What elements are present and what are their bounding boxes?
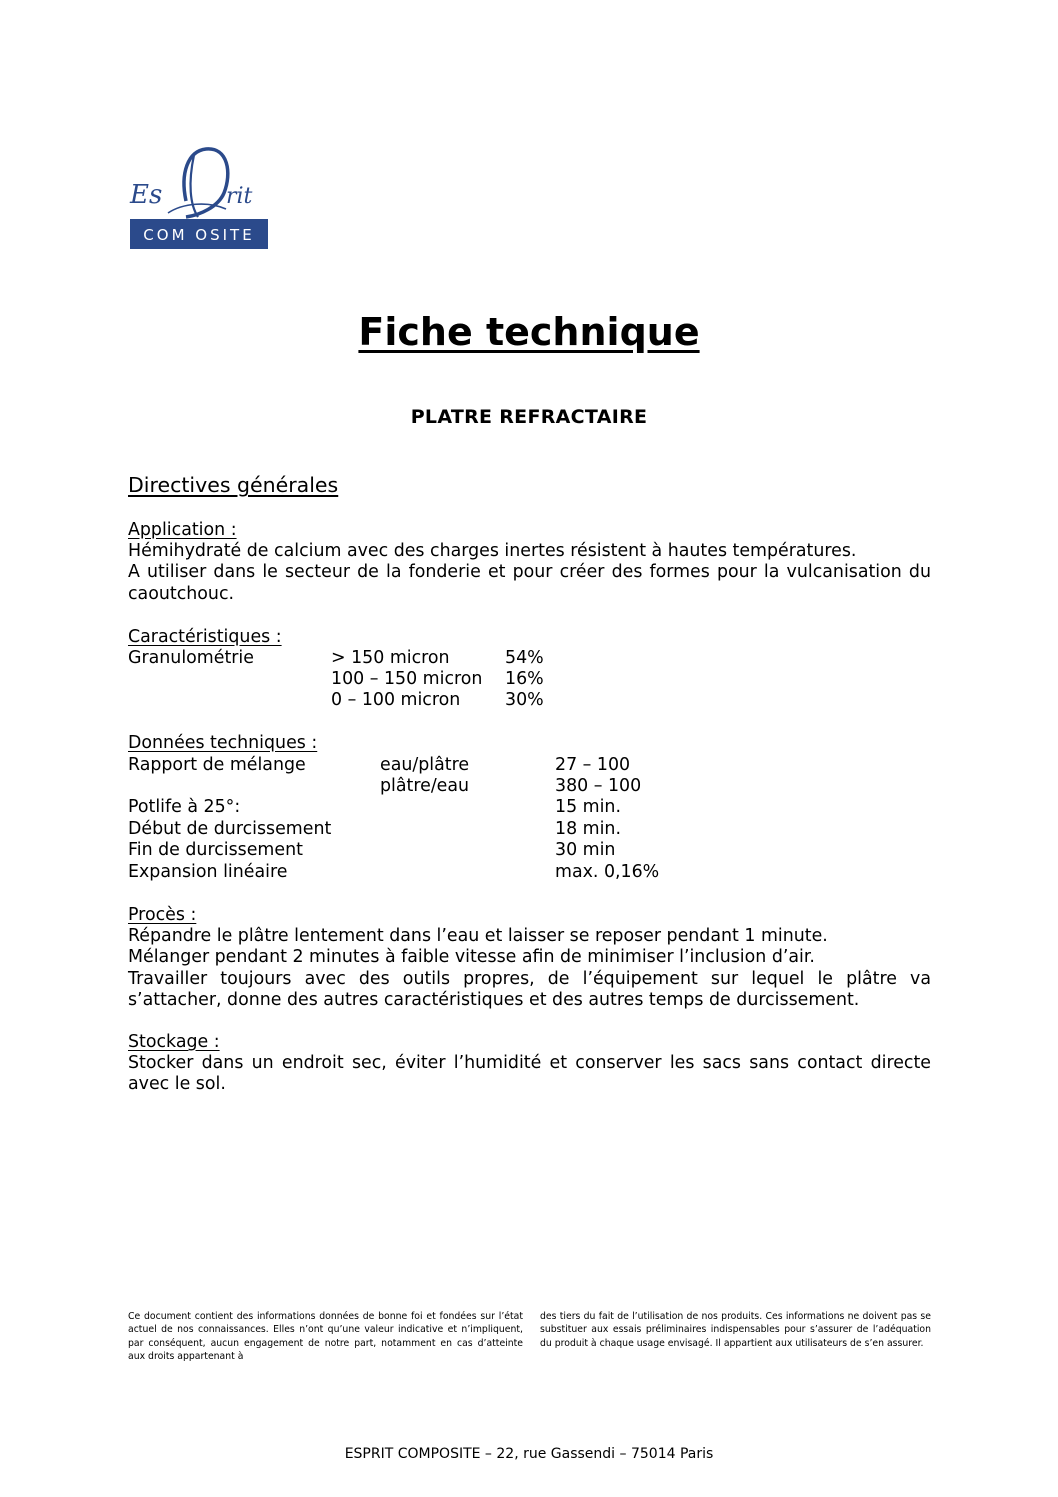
donnees-value: 380 – 100 xyxy=(555,776,642,796)
proces-line-2: Mélanger pendant 2 minutes à faible vitesse afin de minimiser l’inclusion d’air. xyxy=(128,947,815,968)
stockage-heading: Stockage : xyxy=(128,1032,220,1052)
granulometrie-range: 100 – 150 micron xyxy=(331,669,483,689)
application-text xyxy=(128,541,931,605)
donnees-value: 15 min. xyxy=(555,797,621,817)
donnees-value: 18 min. xyxy=(555,819,621,839)
granulometrie-range: > 150 micron xyxy=(331,648,450,668)
donnees-value: 30 min xyxy=(555,840,616,860)
granulometrie-label: Granulométrie xyxy=(128,648,254,668)
granulometrie-range: 0 – 100 micron xyxy=(331,690,461,710)
disclaimer-left: Ce document contient des informations données de bonne foi et fondées sur l’état actuel de nos connaissances. Elles n’ont qu’une valeur indicative et n’impliquent, par conséquent, aucun engagement de notre part, notamment en cas d’atteinte aux droits appartenant à xyxy=(128,1311,523,1362)
donnees-sub: plâtre/eau xyxy=(380,776,470,796)
proces-text xyxy=(128,926,931,1011)
application-line-1: Hémihydraté de calcium avec des charges inertes résistent à hautes températures. xyxy=(128,541,857,561)
donnees-value: 27 – 100 xyxy=(555,755,631,775)
page-title: Fiche technique xyxy=(358,310,700,354)
granulometrie-percent: 30% xyxy=(505,690,544,710)
svg-text:COM OSITE: COM OSITE xyxy=(143,226,255,244)
proces-line-1: Répandre le plâtre lentement dans l’eau et laisser se reposer pendant 1 minute. xyxy=(128,926,828,946)
application-line-2: A utiliser dans le secteur de la fonderie et pour créer des formes pour la vulcanisation du xyxy=(128,562,931,583)
caracteristiques-heading: Caractéristiques : xyxy=(128,627,282,647)
company-logo xyxy=(128,143,270,253)
donnees-label: Fin de durcissement xyxy=(128,840,303,860)
section-heading: Directives générales xyxy=(128,473,339,497)
donnees-label: Rapport de mélange xyxy=(128,755,306,775)
granulometrie-percent: 54% xyxy=(505,648,544,668)
footer-address: ESPRIT COMPOSITE – 22, rue Gassendi – 75014 Paris xyxy=(344,1446,714,1462)
esprit-composite-logo-icon xyxy=(128,143,270,253)
granulometrie-percent: 16% xyxy=(505,669,544,689)
svg-text:rit: rit xyxy=(226,184,253,209)
donnees-sub: eau/plâtre xyxy=(380,755,470,775)
proces-line-3: Travailler toujours avec des outils propres, de l’équipement sur lequel le plâtre va xyxy=(128,968,931,989)
product-name: PLATRE REFRACTAIRE xyxy=(410,406,648,428)
stockage-line-2: avec le sol. xyxy=(128,1074,226,1095)
svg-text:Es: Es xyxy=(130,180,163,210)
disclaimer-right: des tiers du fait de l’utilisation de nos produits. Ces informations ne doivent pas se substituer aux essais préliminaires indispensables pour s’assurer de l’adéquation du produit à chaque usage envisagé. Il appartient aux utilisateurs de s’en assurer. xyxy=(540,1311,931,1349)
donnees-label: Expansion linéaire xyxy=(128,862,288,882)
donnees-label: Début de durcissement xyxy=(128,819,332,839)
stockage-line-1: Stocker dans un endroit sec, éviter l’humidité et conserver les sacs sans contact directe xyxy=(128,1053,931,1073)
application-heading: Application : xyxy=(128,520,237,540)
donnees-label: Potlife à 25°: xyxy=(128,797,241,817)
application-line-3: caoutchouc. xyxy=(128,583,235,604)
stockage-text xyxy=(128,1053,931,1096)
proces-heading: Procès : xyxy=(128,905,197,925)
donnees-value: max. 0,16% xyxy=(555,862,660,882)
proces-line-4: s’attacher, donne des autres caractéristiques et des autres temps de durcissement. xyxy=(128,989,860,1010)
donnees-heading: Données techniques : xyxy=(128,733,318,753)
